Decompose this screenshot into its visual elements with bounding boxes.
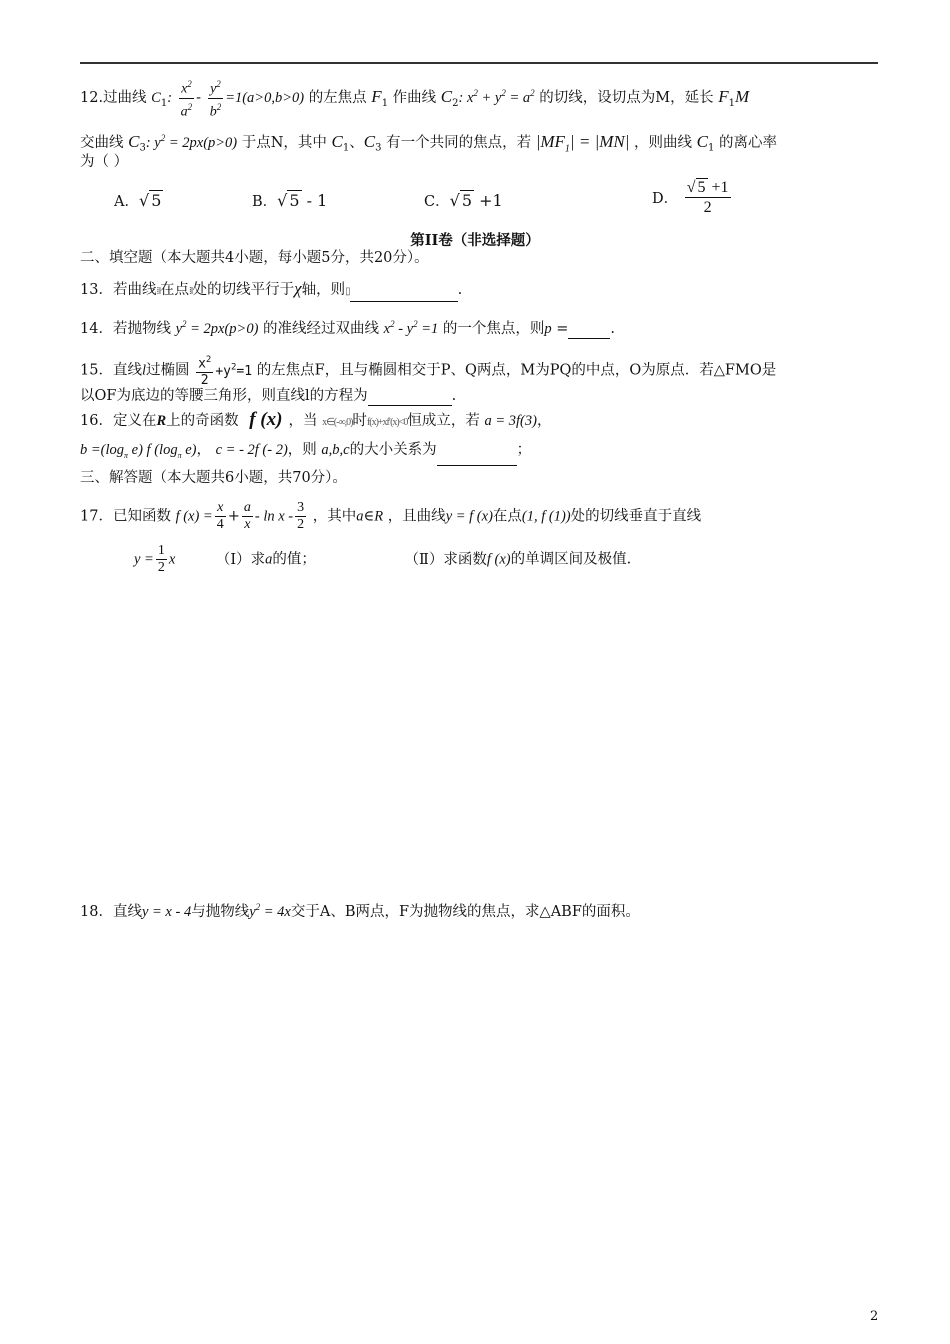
q13: 13．若曲线⁞‖在点⁞‖处的切线平行于χ轴，则▯ . [80, 279, 462, 302]
q16-line1: 16．定义在R上的奇函数 f (x) ，当 x∈(-∞,0)时f(x)+xf′(x)<0恒成立，若 a = 3f(3)， [80, 409, 552, 430]
q12-line3: 为（ ） [80, 154, 129, 170]
q12-option-d: D． $\frac{√ 5 +1}{2}$ [652, 179, 729, 216]
q18: 18．直线y = x - 4与抛物线$y^2 = 4x$交于A、B两点，F为抛物线的焦点，求△ABF的面积。 [80, 902, 640, 920]
q16-line2: $b =(\log_\pi$ e) f ($\log_\pi$ e)， c = - 2f (- 2)，则 a,b,c的大小关系为 ； [80, 440, 531, 466]
q14: 14．若抛物线 $y^2 = 2px(p>0)$ 的准线经过双曲线 $x^2 - y^2 =1$ 的一个焦点，则p = . [80, 319, 615, 337]
q12-line2: 交曲线 $C_3$: $y^2 = 2px(p>0)$ 于点N，其中 $C_1$、$C_3$ 有一个共同的焦点，若 $|MF_1| = |MN|$ ，则曲线 $C_1$ 的离心率 [80, 131, 777, 155]
q15-line1: 15．直线l过椭圆 $\frac{x^2}{2}$ $+y^2=1$ 的左焦点F，且与椭圆相交于P、Q两点，M为PQ的中点，O为原点．若△FMO是 [80, 352, 776, 389]
part2-header: 二、填空题（本大题共4小题，每小题5分，共20分）。 [80, 250, 429, 266]
q17-line1: 17．已知函数 f (x) = $\frac{x}{4}$ + $\frac{a}{x}$ - ln x - $\frac{3}{2}$ ，其中a∈R ，且曲线y = f (x)在点(1, f (1))处的切线垂直于直线 [80, 500, 702, 532]
q12-line1: 12.过曲线 $C_1$: $\frac{x^2}{a^2}$ - $\frac{y^2}{b^2}$ =1(a>0,b>0) 的左焦点 $F_1$ 作曲线 $C_2$: $x^2 + y^2 = a^2$ 的切线，设切点为M，延长 $F_1M$ [80, 76, 749, 120]
part3-header: 三、解答题（本大题共6小题，共70分）。 [80, 470, 347, 486]
page-number: 2 [870, 1309, 879, 1324]
q15-line2: 以OF为底边的等腰三角形，则直线l的方程为 . [80, 388, 457, 404]
q12-option-a: A．√ 5 [114, 191, 162, 210]
q17-line2: y = $\frac{1}{2}$ x （Ⅰ）求a的值； （Ⅱ）求函数f (x)的单调区间及极值. [134, 543, 632, 575]
q12-option-b: B．√ 5 - 1 [252, 191, 328, 210]
section-title: 第II卷（非选择题） [410, 232, 540, 249]
q12-option-c: C．√ 5 +1 [424, 191, 503, 210]
header-rule [80, 62, 878, 64]
